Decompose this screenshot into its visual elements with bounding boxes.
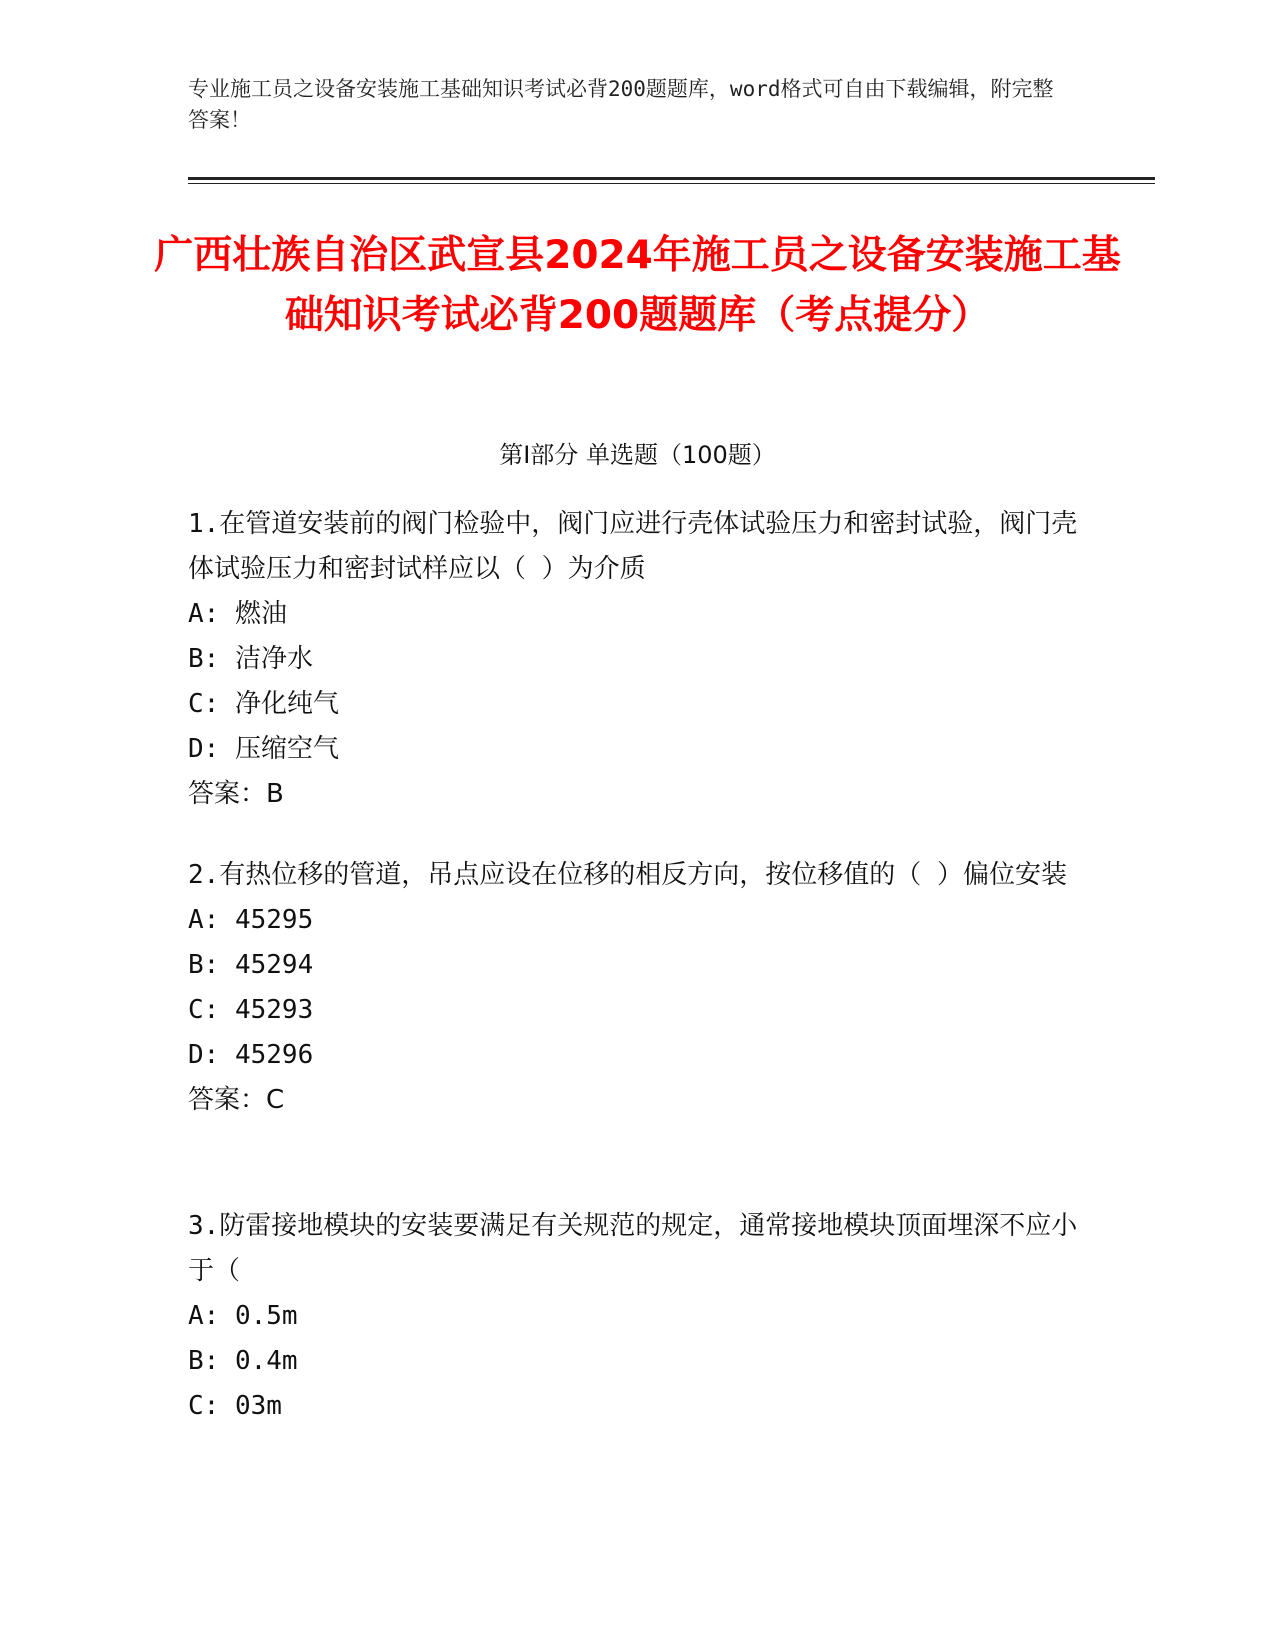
question-2 <box>188 853 1088 1123</box>
option-a: A: 0.5m <box>188 1301 298 1331</box>
option-c: C: 净化纯气 <box>188 689 339 719</box>
header-rule-thin <box>188 183 1155 184</box>
option-b: B: 洁净水 <box>188 644 313 674</box>
question-stem: 2.有热位移的管道，吊点应设在位移的相反方向，按位移值的（ ）偏位安装 <box>188 860 1067 890</box>
question-stem: 1.在管道安装前的阀门检验中，阀门应进行壳体试验压力和密封试验，阀门壳体试验压力和密封试样应以（ ）为介质 <box>188 509 1078 584</box>
answer: 答案：B <box>188 779 284 809</box>
document-title: 广西壮族自治区武宣县2024年施工员之设备安装施工基础知识考试必背200题题库（考点提分） <box>154 233 1121 338</box>
option-d: D: 45296 <box>188 1040 314 1070</box>
option-b: B: 0.4m <box>188 1346 298 1376</box>
question-stem: 3.防雷接地模块的安装要满足有关规范的规定，通常接地模块顶面埋深不应小于（ <box>188 1211 1078 1286</box>
answer: 答案：C <box>188 1085 285 1115</box>
section-title: 第Ⅰ部分 单选题（100题） <box>499 441 776 469</box>
option-b: B: 45294 <box>188 950 314 980</box>
question-1 <box>188 502 1088 817</box>
option-a: A: 燃油 <box>188 599 287 629</box>
option-c: C: 45293 <box>188 995 314 1025</box>
header-rule-thick <box>188 177 1155 180</box>
header-note: 专业施工员之设备安装施工基础知识考试必背200题题库，word格式可自由下载编辑，附完整答案！ <box>188 77 1054 132</box>
option-d: D: 压缩空气 <box>188 734 339 764</box>
question-3 <box>188 1204 1088 1429</box>
option-c: C: 03m <box>188 1391 282 1421</box>
option-a: A: 45295 <box>188 905 314 935</box>
